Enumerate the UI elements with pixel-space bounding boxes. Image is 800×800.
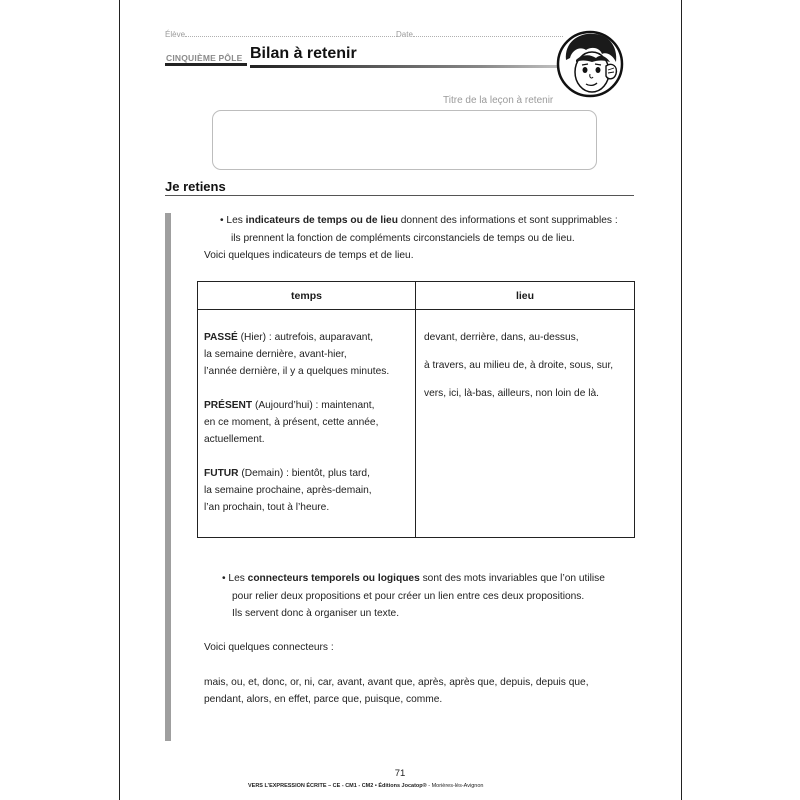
connecteurs-intro: Voici quelques connecteurs :	[204, 642, 334, 653]
lesson-title-label: Titre de la leçon à retenir	[443, 95, 554, 106]
date-dotted-line[interactable]	[413, 29, 563, 37]
lieu-line: vers, ici, là-bas, ailleurs, non loin de là.	[424, 388, 599, 399]
connecteurs-list-line-2: pendant, alors, en effet, parce que, puisque, comme.	[204, 694, 443, 705]
date-label: Date	[396, 30, 413, 39]
eleve-label: Élève	[165, 30, 186, 39]
temps-line: l’an prochain, tout à l’heure.	[204, 502, 330, 513]
margin-bar	[165, 213, 171, 741]
footer-credit	[248, 783, 483, 789]
temps-line: l’année dernière, il y a quelques minutes.	[204, 366, 390, 377]
section-rule	[165, 195, 634, 196]
indicateurs-line-1	[220, 213, 640, 229]
temps-term: PASSÉ	[204, 332, 238, 343]
temps-futur	[204, 465, 409, 516]
temps-paren: (Aujourd’hui) : maintenant,	[252, 400, 375, 411]
connecteurs-line-3: Ils servent donc à organiser un texte.	[232, 608, 400, 619]
eleve-field	[165, 29, 397, 39]
lieu-line: à travers, au milieu de, à droite, sous, sur,	[424, 360, 614, 371]
temps-paren: (Demain) : bientôt, plus tard,	[238, 468, 370, 479]
indicateurs-line-2: ils prennent la fonction de compléments circonstanciels de temps ou de lieu.	[231, 233, 575, 244]
date-field	[396, 29, 563, 39]
connecteurs-line-1	[222, 571, 605, 587]
temps-present	[204, 397, 409, 448]
indicateurs-line-3: Voici quelques indicateurs de temps et de lieu.	[204, 250, 414, 261]
temps-line: en ce moment, à présent, cette année,	[204, 417, 379, 428]
footer-city: - Morières-lès-Avignon	[428, 783, 484, 789]
thinking-boy-avatar	[556, 26, 624, 106]
title-rule-left	[165, 63, 247, 66]
footer-publisher: Éditions Jocatop®	[378, 783, 427, 789]
pole-label: CINQUIÈME PÔLE	[166, 53, 243, 63]
indicateurs-bullet: • Les	[220, 215, 246, 226]
footer-book: VERS L’EXPRESSION ÉCRITE – CE - CM1 - CM2	[248, 783, 374, 789]
temps-term: PRÉSENT	[204, 400, 253, 411]
table-header-lieu: lieu	[416, 282, 635, 310]
temps-line: actuellement.	[204, 434, 265, 445]
connecteurs-rest: sont des mots invariables que l’on utilise	[419, 573, 605, 584]
lieu-cell	[416, 310, 635, 538]
footer-sep: •	[374, 783, 377, 789]
title-rule-right	[250, 65, 580, 68]
lieu-line: devant, derrière, dans, au-dessus,	[424, 332, 579, 343]
indicateurs-bold: indicateurs de temps ou de lieu	[245, 215, 398, 226]
temps-paren: (Hier) : autrefois, auparavant,	[237, 332, 374, 343]
temps-line: la semaine dernière, avant-hier,	[204, 349, 347, 360]
temps-term: FUTUR	[204, 468, 239, 479]
page-number: 71	[394, 768, 406, 779]
eleve-dotted-line[interactable]	[185, 29, 397, 37]
table-header-temps: temps	[198, 282, 416, 310]
indicateurs-table	[197, 281, 635, 538]
indicateurs-rest: donnent des informations et sont supprimables :	[397, 215, 618, 226]
lesson-title-box[interactable]	[212, 110, 597, 170]
temps-line: la semaine prochaine, après-demain,	[204, 485, 372, 496]
section-heading: Je retiens	[165, 179, 226, 194]
connecteurs-list-line-1: mais, ou, et, donc, or, ni, car, avant, avant que, après, après que, depuis, depuis que,	[204, 677, 589, 688]
connecteurs-bold: connecteurs temporels ou logiques	[247, 573, 420, 584]
page-title: Bilan à retenir	[250, 45, 357, 62]
temps-passe	[204, 329, 409, 380]
connecteurs-line-2: pour relier deux propositions et pour créer un lien entre ces deux propositions.	[232, 591, 585, 602]
connecteurs-bullet: • Les	[222, 573, 248, 584]
temps-cell	[198, 310, 416, 538]
